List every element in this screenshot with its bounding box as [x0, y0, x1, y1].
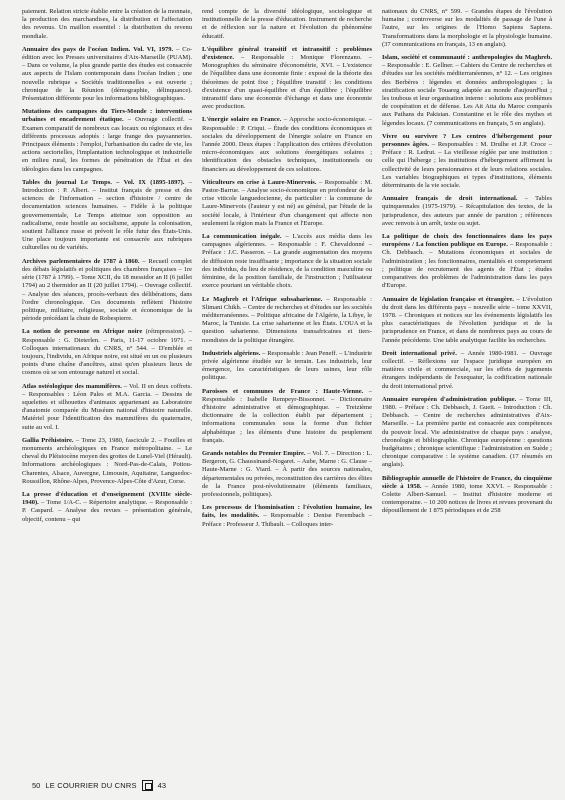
page-number: 50: [32, 781, 41, 790]
column-3: [382, 8, 552, 772]
entry-title: Vivre ou survivre ? Les centres d'hébergement pour personnes âgées.: [382, 132, 552, 149]
entry-description: – Responsable : E. Gellner. – Cahiers du Centre de recherches et d'études sur les sociétés méditerranéennes, n° 12. – Les origines des Berbères : légendes et données anthropologiques ; la stratification sociale Touareg adaptée au monde d'aujourd'hui ; les toubous et leur organisation interne : solutions aux problèmes de coopération et de défense. Les Ait Atta du Maroc comparés aux Pathans du Pakistan. Constantine et le rôle des mythes et légendes locaux. (7 communications en français, 5 en anglais).: [382, 62, 552, 127]
catalog-entry: [22, 491, 192, 524]
catalog-entry: [202, 388, 372, 445]
entry-title: Mutations des campagnes du Tiers-Monde : interventions urbaines et encadrement étatique.: [22, 108, 192, 124]
entry-title: Atlas ostéologique des mammifères.: [22, 382, 122, 390]
catalog-entry: [382, 233, 552, 290]
entry-description: – L'accès aux média dans les campagnes algériennes. – Responsable : F. Chevaldonné – Préface : J.C. Passeron. – La grande augmentation des moyens de diffusion reste insuffisante ; importance de la situation sociale des individus, du lieu de résidence, de la condition masculine ou féminine, de la position familiale, de l'instruction ; l'utilisateur exerce pourtant un véritable choix.: [202, 233, 372, 290]
entry-title: La communication inégale.: [202, 233, 282, 241]
entry-title: L'équilibre général transitif et intransitif : problèmes d'existence.: [202, 45, 372, 62]
catalog-entry: [382, 396, 552, 470]
entry-description: – Ouvrage collectif. – Examen comparatif de nombreux cas locaux ou régionaux et des différents processus adoptés : large frange des paysanneries. Principaux éléments : l'emploi, l'urbanisation du cadre de vie, les actions sectorielles, l'implantation technologique et industrielle en milieu rural, les formes de pénétration de l'État et des idéologies dans les campagnes.: [22, 116, 192, 173]
entry-title: La politique de choix des fonctionnaires dans les pays européens / La fonction publique en Europe.: [382, 233, 552, 249]
catalog-entry: [382, 296, 552, 345]
catalog-entry: [202, 450, 372, 499]
article-columns: [22, 8, 552, 772]
catalog-entry: [202, 8, 372, 41]
cnrs-logo-icon: [142, 780, 153, 791]
entry-description: – Vol. II en deux coffrets. – Responsables : Léon Pales et M.A. Garcia. – Dessins de squelettes et silhouettes d'animaux appartenant au Laboratoire d'anatomie comparée du Muséum national d'histoire naturelle. Matériel pour l'identification des mammifères du quaternaire, suite au vol. I.: [22, 382, 192, 431]
entry-description: – Co-édition avec les Presses universitaires d'Aix-Marseille (PUAM). – Dans ce volume, la plus grande partie des études est consacrée aux aspects de l'Islam contemporain dans l'océan Indien ; une nouvelle rubrique « Sociétés traditionnelles » est ouverte ; chronique de la Réunion (démographie, délinquance). Présentation différente pour les informations bibliographiques.: [22, 45, 192, 103]
entry-description: – Responsables : M. Drulhe et J.P. Croce – Préface : R. Ledrut. – La vieillesse réglée par une institution : celle qui l'héberge ; les institutions d'hébergement affirment la collectivité de leurs pensionnaires et de leurs relations sociales. Les variables biographiques et types d'institutions, éléments déterminants de la vie sociale.: [382, 141, 552, 190]
entry-title: La presse d'éducation et d'enseignement (XVIIIe siècle-1940).: [22, 490, 192, 507]
entry-description: – Responsable : M. Pastor-Barrue. – Analyse socio-économique en profondeur de la crise viticole languedocienne, du particulier : la commune de Laure-Minervois (l'auteur y est né) au général, par l'étude de la société locale, à l'intérieur d'un changement qui affecte non seulement la région mais la France et l'Europe.: [202, 178, 372, 227]
entry-description: – Tables quinquennales (1975-1979). – Récapitulation des textes, de la jurisprudence, des auteurs par année de parution ; références avec renvois à un arrêt, texte ou sujet.: [382, 195, 552, 227]
entry-description: – Responsable : Slimani Chikh. – Centre de recherches et d'études sur les sociétés méditerranéennes. – Politique africaine de l'Algérie, la Libye, le Maroc, la Tunisie. La crise saharienne et les États. L'OUA et la question saharienne. Dimensions transafricaines et tiers-mondistes de la politique étrangère.: [202, 295, 372, 344]
entry-description: – Responsable : Ch. Debbasch. – Mutations économiques et sociales de l'administration ; les fonctionnaires, mentalités et comportement ; politique de recrutement des agents de l'État ; études comparatives des problèmes de l'administration dans les pays d'Europe.: [382, 241, 552, 290]
catalog-entry: [22, 179, 192, 253]
entry-description: – Année 1980, tome XXVI. – Responsable : Colette Albert-Samuel. – Institut d'histoire moderne et contemporaine. – 10 200 notices de livres et revues provenant du dépouillement de 1 875 périodiques et de 258: [382, 482, 552, 515]
entry-title: L'énergie solaire en France.: [202, 116, 282, 124]
catalog-entry: [202, 296, 372, 345]
entry-title: Gallia Préhistoire.: [22, 436, 74, 444]
catalog-entry: [382, 350, 552, 391]
entry-title: Paroisses et communes de France : Haute-Vienne.: [202, 387, 364, 395]
entry-description: nationaux du CNRS, n° 599. – Grandes étapes de l'évolution humaine ; controverse sur les modalités de passage de l'une à l'autre, sur les origines de l'Homo Sapiens Sapiens. Transformations dans la morphologie et la physiologie humaine. (37 communications en français, 13 en anglais).: [382, 8, 552, 48]
catalog-entry: [382, 195, 552, 228]
catalog-entry: [202, 504, 372, 529]
column-1: [22, 8, 192, 772]
entry-title: Annuaire des pays de l'océan Indien. Vol. VI, 1979.: [22, 45, 174, 53]
catalog-entry: [22, 46, 192, 103]
entry-title: Droit international privé.: [382, 349, 457, 357]
entry-title: Viticulteurs en crise à Laure-Minervois.: [202, 178, 317, 186]
catalog-entry: [202, 350, 372, 383]
entry-description: paiement. Relation stricte établie entre la création de la monnaie, la production des marchandises, la distribution et l'affectation des revenus. Un maillon essentiel : la distribution du revenu mondiale.: [22, 8, 192, 40]
entry-description: – L'évolution du droit dans les différents pays – nouvelle série – tome XXVII, 1978. – Chroniques et notices sur les événements législatifs les plus caractéristiques de l'évolution juridique et de la jurisprudence en France, et dans de nombreux pays au cours de l'année précédente. Une table analytique facilite les recherches.: [382, 295, 552, 344]
catalog-entry: [202, 116, 372, 173]
entry-description: – Tome 23, 1980, fascicule 2. – Fouilles et monuments archéologiques en France métropolitaine. – Le cheval du Pléistocène moyen des grottes de Lunel-Viel (Hérault). Informations archéologiques : Nord-Pas-de-Calais, Poitou-Charentes, Alsace, Auvergne, Limousin, Aquitaine, Languedoc-Roussillon, Rhône-Alpes, Provence-Alpes-Côte d'Azur, Corse.: [22, 436, 192, 485]
catalog-entry: [382, 133, 552, 190]
entry-title: Le Maghreb et l'Afrique subsaharienne.: [202, 295, 323, 303]
catalog-entry: [22, 258, 192, 324]
catalog-entry: [22, 328, 192, 377]
catalog-entry: [22, 8, 192, 41]
entry-title: Les processus de l'hominisation : l'évolution humaine, les faits, les modalités.: [202, 504, 372, 520]
entry-description: – Responsable : Denise Ferembach – Préface : Professeur J. Thibault. – Colloques inter-: [202, 512, 372, 528]
entry-title: Tables du journal Le Temps. – Vol. IX (1895-1897).: [22, 178, 185, 186]
page-footer: [32, 780, 547, 791]
entry-description: – Approche socio-économique. – Responsable : P. Criqui. – Étude des conditions économiques et sociales du développement de l'énergie solaire en France en l'année 2000. Deux étapes : l'application des critères d'évolution micro-économiques aux solutions énergétiques solaires ; identification des obstacles techniques, institutionnels ou financiers au développement de ces solutions.: [202, 116, 372, 173]
entry-description: – Introduction : P. Albert. – Institut français de presse et des sciences de l'information – section d'histoire / centre de documentation sciences humaines. – Fidèle à la politique gouvernementale, Le Temps atteinue son opposition au radicalisme, reste hostile au socialisme, appuie la colonisation, soutient l'alliance russe et prévoit le rôle futur des États-Unis. Une place toujours importante est consacrée aux rubriques culturelles ou de variétés.: [22, 178, 192, 252]
catalog-entry: [202, 46, 372, 112]
entry-title: Archives parlementaires de 1787 à 1860.: [22, 257, 140, 265]
entry-description: – Tome 1/A-C. – Répertoire analytique. – Responsable : P. Caspard. – Analyse des revues – présentation générale, objectif, contenu – qui: [22, 499, 192, 523]
catalog-entry: [382, 54, 552, 128]
catalog-entry: [382, 475, 552, 516]
issue-number: 43: [157, 781, 166, 790]
catalog-entry: [22, 383, 192, 432]
entry-title: La notion de personne en Afrique noire: [22, 328, 143, 336]
entry-title: Bibliographie annuelle de l'histoire de France, du cinquième siècle à 1958.: [382, 474, 552, 490]
entry-title: Annuaire européen d'administration publique.: [382, 395, 517, 403]
entry-description: – Responsable : Jean Peneff. – L'industrie privée algérienne étudiée sur le terrain. Les industriels, leur émergence, les caractéristiques de leurs usines, leur rôle politique.: [202, 349, 372, 382]
entry-title: Islam, société et communauté : anthropologies du Maghreb.: [382, 54, 552, 62]
column-2: [202, 8, 372, 772]
entry-description: – Tome III, 1980. – Préface : Ch. Debbasch, J. Gueit. – Introduction : Ch. Debbasch. – Centre de recherches administratives d'Aix-Marseille. – La première partie est consacrée aux compétences du pouvoir local. Vie administrative de chaque pays : analyse, chronologie et bibliographie. Chronique européenne : questions budgétaires ; chronique scientifique : l'administration en Suède ; chronique comparative : le système canadien. (17 résumés en anglais).: [382, 395, 552, 469]
catalog-entry: [22, 437, 192, 486]
entry-title: Annuaire de législation française et étrangère.: [382, 295, 515, 303]
catalog-entry: [202, 233, 372, 290]
catalog-entry: [22, 108, 192, 174]
entry-description: – Recueil complet des débats législatifs et politiques des chambres françaises – 1re série (1787 à 1799). – Tome XCII, du 18 messidor an II (6 juillet 1794) au 2 thermidor an II (20 juillet 1794). – Ouvrage collectif. – Analyse des séances, procès-verbaux des délibérations, dans l'ordre chronologique. Ces documents reflètent l'histoire politique, militaire, religieuse, sociale et économique de la période précédant la chute de Robespierre.: [22, 257, 192, 323]
entry-description: rend compte de la diversité idéologique, sociologique et institutionnelle de la presse d'éducation. Instrument de recherche et de réflexion sur la nature et l'évolution du phénomène éducatif.: [202, 8, 372, 40]
entry-description: (réimpression). – Responsable : G. Dieterlen. – Paris, 11-17 octobre 1971. – Colloques internationaux du CNRS, n° 544. – D'emblée et toujours, l'individu, en Afrique noire, est situé en un ou plusieurs points d'une chaîne d'ancêtres, ainsi qu'en plusieurs lieux de cosmos où se son entourage naturel et social.: [22, 328, 192, 377]
entry-description: – Responsable : Isabelle Rempeyr-Bissonnet. – Dictionnaire d'histoire administrative et démographique. – Treizième dictionnaire de la collection établi par département ; informations communales sous la forme d'un fichier alphabétique ; les éléments d'une histoire du peuplement français.: [202, 387, 372, 444]
entry-description: – Année 1980-1981. – Ouvrage collectif. – Réflexions sur l'espace juridique européen en matières civile et commerciale, sur les effets de jugements étrangers indépendants de l'exequatur, la codification nationale du droit international privé.: [382, 349, 552, 390]
entry-description: – Responsable : Monique Florenzano. – Monographies du séminaire d'économétrie, XVI. – L'existence de l'équilibre dans une économie finie : exposé de la théorie des théorèmes de point fixe ; l'équilibre transitif : les conditions d'existence d'un quasi-équilibre et d'un équilibre ; l'équilibre intransitif dans une économie d'échange et dans une économie avec production.: [202, 54, 372, 111]
entry-title: Grands notables du Premier Empire.: [202, 449, 306, 457]
entry-description: – Vol. 7. – Direction : L. Bergeron, G. Chaussinand-Nogaret. – Aube, Marne : G. Clause – Haute-Marne : G. Viard. – À partir des sources nationales, départementales ou privées, reconstitution des carrières des élites de la France post-révolutionnaire (éléments familiaux, professionnels, politiques).: [202, 449, 372, 498]
catalog-entry: [382, 8, 552, 49]
entry-title: Annuaire français de droit international.: [382, 195, 518, 203]
publication-name: LE COURRIER DU CNRS: [45, 781, 137, 790]
catalog-entry: [202, 179, 372, 228]
entry-title: Industriels algériens.: [202, 349, 261, 357]
